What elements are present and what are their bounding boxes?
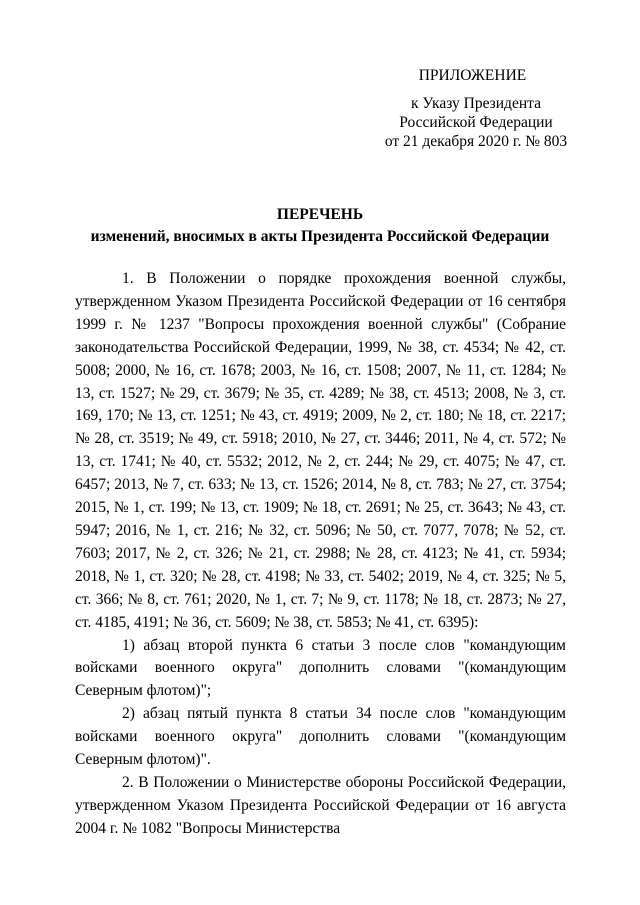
appendix-date-number: от 21 декабря 2020 г. № 803	[384, 133, 568, 150]
paragraph-subitem-1: 1) абзац второй пункта 6 статьи 3 после слов "командующим войсками военного округа" дополнить словами "(командующим Северным флотом)";	[75, 636, 566, 700]
document-heading	[75, 204, 565, 248]
paragraph-item-2: 2. В Положении о Министерстве обороны Российской Федерации, утвержденном Указом Президента Российской Федерации от 16 августа 2004 г. № 1082 "Вопросы Министерства	[75, 773, 566, 837]
appendix-block	[360, 66, 585, 151]
paragraph-item-1: 1. В Положении о порядке прохождения военной службы, утвержденном Указом Президента Российской Федерации от 16 сентября 1999 г. № 1237 "Вопросы прохождения военной службы" (Собрание законодательства Российской Федерации, 1999, № 38, ст. 4534; № 42, ст. 5008; 2000, № 16, ст. 1678; 2003, № 16, ст. 1508; 2007, № 11, ст. 1284; № 13, ст. 1527; № 29, ст. 3679; № 35, ст. 4289; № 38, ст. 4513; 2008, № 3, ст. 169, 170; № 13, ст. 1251; № 43, ст. 4919; 2009, № 2, ст. 180; № 18, ст. 2217; № 28, ст. 3519; № 49, ст. 5918; 2010, № 27, ст. 3446; 2011, № 4, ст. 572; № 13, ст. 1741; № 40, ст. 5532; 2012, № 2, ст. 244; № 29, ст. 4075; № 47, ст. 6457; 2013, № 7, ст. 633; № 13, ст. 1526; 2014, № 8, ст. 783; № 27, ст. 3754; 2015, № 1, ст. 199; № 13, ст. 1909; № 18, ст. 2691; № 25, ст. 3643; № 43, ст. 5947; 2016, № 1, ст. 216; № 32, ст. 5096; № 50, ст. 7077, 7078; № 52, ст. 7603; 2017, № 2, ст. 326; № 21, ст. 2988; № 28, ст. 4123; № 41, ст. 5934; 2018, № 1, ст. 320; № 28, ст. 4198; № 33, ст. 5402; 2019, № 4, ст. 325; № 5, ст. 366; № 8, ст. 761; 2020, № 1, ст. 7; № 9, ст. 1178; № 18, ст. 2873; № 27, ст. 4185, 4191; № 36, ст. 5609; № 38, ст. 5853; № 41, ст. 6395):	[75, 270, 566, 631]
heading-title: ПЕРЕЧЕНЬ	[276, 206, 364, 223]
appendix-country: Российской Федерации	[399, 114, 553, 131]
paragraph-subitem-2: 2) абзац пятый пункта 8 статьи 34 после слов "командующим войсками военного округа" дополнить словами "(командующим Северным флотом)".	[75, 705, 566, 769]
appendix-decree-ref: к Указу Президента	[411, 95, 541, 112]
heading-subtitle: изменений, вносимых в акты Президента Российской Федерации	[90, 228, 550, 245]
appendix-title: ПРИЛОЖЕНИЕ	[418, 67, 527, 84]
document-body	[75, 268, 566, 841]
